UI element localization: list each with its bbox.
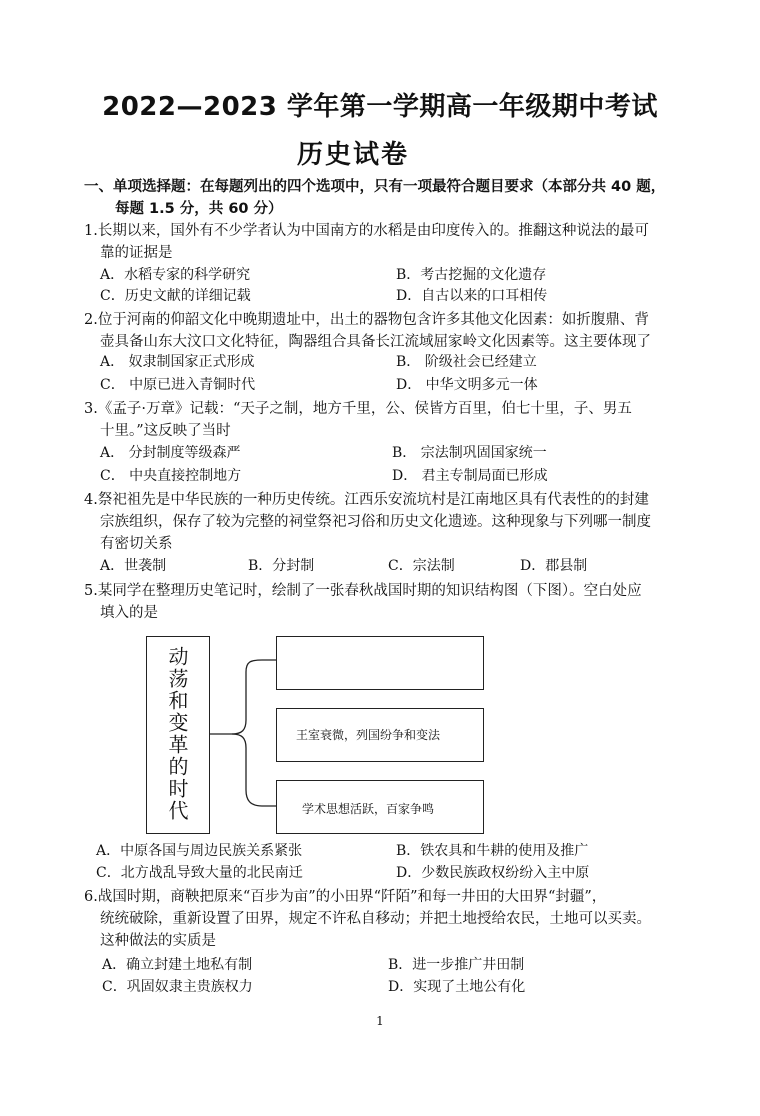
question-6-option-a: A．确立封建土地私有制 [102,957,253,973]
question-4-option-b: B．分封制 [248,558,315,574]
question-3-option-b: B． 宗法制巩固国家统一 [392,445,547,461]
question-6-stem-line1: 6.战国时期，商鞅把原来“百步为亩”的小田界“阡陌”和每一井田的大田界“封疆”， [84,889,607,905]
question-2-stem-line1: 2.位于河南的仰韶文化中晚期遗址中，出土的器物包含许多其他文化因素：如折腹鼎、背 [84,312,649,328]
question-3-stem-line2: 十里。”这反映了当时 [100,423,231,439]
question-5-stem-line1: 5.某同学在整理历史笔记时，绘制了一张春秋战国时期的知识结构图（下图）。空白处应 [84,583,642,599]
question-1-option-a: A．水稻专家的科学研究 [100,267,251,283]
question-6-option-d: D．实现了土地公有化 [388,979,526,995]
question-5-option-c: C．北方战乱导致大量的北民南迁 [96,865,303,881]
question-4-option-c: C．宗法制 [388,558,455,574]
question-4-stem-line2: 宗族组织，保存了较为完整的祠堂祭祀习俗和历史文化遗迹。这种现象与下列哪一制度 [100,514,651,530]
question-5-stem-line2: 填入的是 [100,605,158,621]
question-4-stem-line3: 有密切关系 [100,536,173,552]
question-5-option-a: A．中原各国与周边民族关系紧张 [96,843,303,859]
question-1-option-b: B．考古挖掘的文化遗存 [396,267,547,283]
question-1-option-d: D．自古以来的口耳相传 [396,288,548,304]
diagram-left-label: 动荡和变革的时代 [165,646,189,822]
exam-title: 2022—2023 学年第一学期高一年级期中考试 [102,92,658,122]
diagram-box-2-text: 王室衰微，列国纷争和变法 [296,728,441,742]
section-heading-line2: 每题 1.5 分，共 60 分） [115,201,283,217]
question-5-option-d: D．少数民族政权纷纷入主中原 [396,865,590,881]
question-4-option-a: A．世袭制 [100,558,167,574]
question-1-stem-line2: 靠的证据是 [100,245,173,261]
diagram-blank-box [276,636,484,690]
page-number: 1 [376,1014,384,1028]
question-4-stem-line1: 4.祭祀祖先是中华民族的一种历史传统。江西乐安流坑村是江南地区具有代表性的的封建 [84,492,649,508]
question-2-option-c: C． 中原已进入青铜时代 [100,377,256,393]
question-5-option-b: B．铁农具和牛耕的使用及推广 [396,843,589,859]
question-2-option-a: A． 奴隶制国家正式形成 [100,354,255,370]
question-6-stem-line3: 这种做法的实质是 [100,933,216,949]
question-6-option-c: C．巩固奴隶主贵族权力 [102,979,253,995]
question-3-option-d: D． 君主专制局面已形成 [392,468,548,484]
question-6 [84,886,684,952]
question-6-stem-line2: 统统破除，重新设置了田界，规定不许私自移动；并把土地授给农民，土地可以买卖。 [100,911,651,927]
question-1-option-c: C．历史文献的详细记载 [100,288,251,304]
diagram-box-3-text: 学术思想活跃，百家争鸣 [302,802,435,816]
section-heading-line1: 一、单项选择题：在每题列出的四个选项中，只有一项最符合题目要求（本部分共 40 题， [84,179,666,195]
question-3-stem-line1: 3.《孟子·万章》记载：“天子之制，地方千里，公、侯皆方百里，伯七十里，子、男五 [84,401,632,417]
question-2-stem-line2: 壶具备山东大汶口文化特征，陶器组合具备长江流域屈家岭文化因素等。这主要体现了 [100,334,651,350]
question-3-option-c: C． 中央直接控制地方 [100,468,242,484]
question-2-option-d: D． 中华文明多元一体 [396,377,538,393]
question-2-option-b: B． 阶级社会已经建立 [396,354,537,370]
exam-subtitle: 历史试卷 [296,140,409,170]
question-4-option-d: D．郡县制 [520,558,588,574]
question-1-stem-line1: 1.长期以来，国外有不少学者认为中国南方的水稻是由印度传入的。推翻这种说法的最可 [84,223,649,239]
question-6-option-b: B．进一步推广井田制 [388,957,525,973]
question-3-option-a: A． 分封制度等级森严 [100,445,241,461]
